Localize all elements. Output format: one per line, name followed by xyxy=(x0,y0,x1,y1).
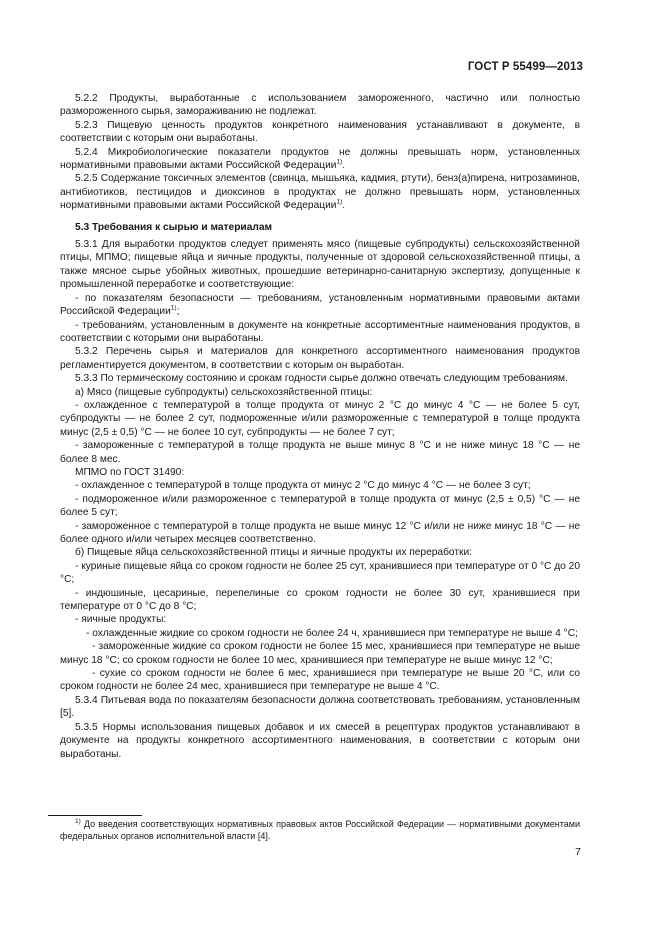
list-subitem: - охлажденные жидкие со сроком годности не более 24 ч, хранившиеся при температуре не выше 4 °С; xyxy=(86,627,578,639)
mpmo-title: МПМО по ГОСТ 31490: xyxy=(75,466,185,478)
footnote xyxy=(60,818,580,842)
footnote-ref: 1) xyxy=(336,198,343,206)
list-item: - замороженные с температурой в толще продукта не выше минус 8 °С и не ниже минус 18 °С — не более 8 мес. xyxy=(60,440,580,465)
list-item xyxy=(60,292,580,319)
paragraph-5-2-3: 5.2.3 Пищевую ценность продуктов конкретного наименования устанавливают в документе, в соответствии с которым они выработаны. xyxy=(60,119,580,145)
list-item: - замороженное с температурой в толще продукта не выше минус 12 °С и/или не ниже минус 18 °С — не более одного и/или четырех месяцев соответственно. xyxy=(60,520,580,545)
paragraph-text: 5.2.5 Содержание токсичных элементов (свинца, мышьяка, кадмия, ртути), бенз(а)пирена, нитрозаминов, антибиотиков, пестицидов и диоксинов в продуктах не должно превышать норм, установленных нормативными правовыми актами Российской Федерации xyxy=(60,173,580,212)
paragraph-text: 5.2.4 Микробиологические показатели продуктов не должны превышать норм, установленных нормативными правовыми актами Российской Федерации xyxy=(60,146,580,172)
list-item: - охлажденное с температурой в толще продукта от минус 2 °С до минус 4 °С — не более 3 сут; xyxy=(75,480,531,492)
paragraph-5-3-1: 5.3.1 Для выработки продуктов следует применять мясо (пищевые субпродукты) сельскохозяйственной птицы, МПМО; пищевые яйца и яичные продукты, полученные от здоровой сельскохозяйственной птицы, а также мясное сырье убойных животных, прошедшие ветеринарно-санитарную экспертизу, допущенные к промышленной переработке и соответствующие: xyxy=(60,239,580,291)
list-item: - охлажденное с температурой в толще продукта от минус 2 °С до минус 4 °С — не более 5 сут, субпродукты — не более 2 сут, подмороженные и/или размороженные с температурой в толще продукта минус (2,5 ± 0,5) °С — не более 10 сут, субпродукты — не более 7 сут; xyxy=(60,399,580,438)
list-item-end: ; xyxy=(176,306,180,318)
paragraph-5-3-4: 5.3.4 Питьевая вода по показателям безопасности должна соответствовать требованиям, установленным [5]. xyxy=(60,694,580,720)
list-item: - индюшиные, цесариные, перепелиные со сроком годности не более 30 сут, хранившиеся при температуре от 0 °С до 8 °С; xyxy=(60,587,580,613)
page-number: 7 xyxy=(575,846,581,858)
subsection-a-title: а) Мясо (пищевые субпродукты) сельскохозяйственной птицы: xyxy=(75,386,373,398)
paragraph-5-2-4: 5.2.4 Микробиологические показатели продуктов не должны превышать норм, установленных нормативными правовыми актами Российской Федерации$^{1)}$. xyxy=(60,146,580,172)
list-item: - подмороженное и/или размороженное с температурой в толще продукта от минус (2,5 ± 0,5) °С — не более 5 сут; xyxy=(60,493,580,519)
footnote-ref: 1) xyxy=(170,304,177,312)
list-item: - куриные пищевые яйца со сроком годности не более 25 сут, хранившиеся при температуре от 0 °С до 20 °С; xyxy=(60,560,580,586)
document-body xyxy=(60,92,580,761)
list-item: - требованиям, установленным в документе на конкретные ассортиментные наименования продуктов, в соответствии с которыми они выработаны. xyxy=(60,319,580,344)
section-title-5-3: 5.3 Требования к сырью и материалам xyxy=(75,221,273,233)
subsection-b-title: б) Пищевые яйца сельскохозяйственной птицы и яичные продукты их переработки: xyxy=(75,547,473,559)
paragraph-5-3-3: 5.3.3 По термическому состоянию и срокам годности сырье должно отвечать следующим требованиям. xyxy=(75,373,568,385)
document-header: ГОСТ Р 55499—2013 xyxy=(467,61,583,73)
list-item-text: - по показателям безопасности — требованиям, установленным нормативными правовыми актами Российской Федерации xyxy=(60,292,580,318)
list-subitem: - сухие со сроком годности не более 6 мес, хранившиеся при температуре не выше 20 °С, или со сроком годности не более 24 мес, хранившиеся при температуре не выше 4 °С. xyxy=(60,668,580,693)
paragraph-5-2-2: 5.2.2 Продукты, выработанные с использованием замороженного, частично или полностью размороженного сырья, замораживанию не подлежат. xyxy=(60,93,580,118)
list-subitem: - замороженные жидкие со сроком годности не более 15 мес, хранившиеся при температуре не выше минус 18 °С; со сроком годности не более 10 мес, хранившиеся при температуре не выше минус 12 °С; xyxy=(60,641,580,666)
paragraph-5-3-2: 5.3.2 Перечень сырья и материалов для конкретного ассортиментного наименования продуктов регламентируется документом, в соответствии с которым он выработан. xyxy=(60,346,580,371)
footnote-text: До введения соответствующих нормативных правовых актов Российской Федерации — нормативными документами федеральных органов исполнительной власти [4]. xyxy=(60,819,580,842)
paragraph-5-3-5: 5.3.5 Нормы использования пищевых добавок и их смесей в рецептурах продуктов устанавливают в документе на продукты конкретного ассортиментного наименования, в соответствии с которым они выработаны. xyxy=(60,721,580,760)
paragraph-5-2-5: 5.2.5 Содержание токсичных элементов (свинца, мышьяка, кадмия, ртути), бенз(а)пирена, нитрозаминов, антибиотиков, пестицидов и диоксинов в продуктах не должно превышать норм, установленных нормативными правовыми актами Российской Федерации$^{1)}$. xyxy=(60,173,580,212)
list-item: - яичные продукты: xyxy=(75,614,167,626)
footnote-marker: 1) xyxy=(75,818,81,825)
footnote-divider xyxy=(48,815,142,816)
footnote-ref: 1) xyxy=(336,158,343,166)
